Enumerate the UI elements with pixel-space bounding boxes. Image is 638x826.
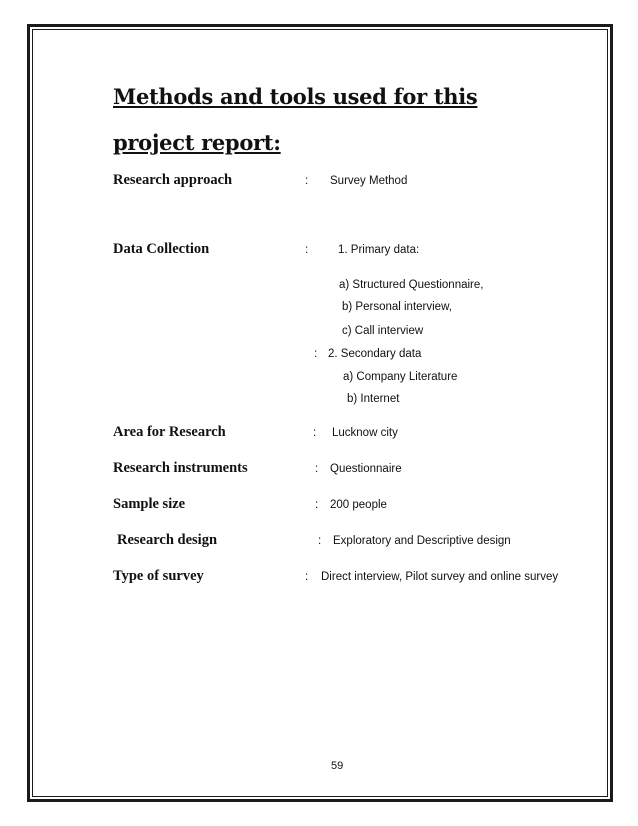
secondary-item-internet: b) Internet [347,393,400,405]
research-approach-label: Research approach [113,172,233,188]
primary-item-call-interview: c) Call interview [342,325,424,337]
design-value: Exploratory and Descriptive design [333,535,511,547]
primary-item-structured-questionnaire: a) Structured Questionnaire, [339,279,484,291]
research-approach-colon: : [305,175,309,187]
survey-type-colon: : [305,571,309,583]
page-title: Methods and tools used for this project report: [113,84,478,155]
design-label: Research design [117,532,218,548]
survey-type-value: Direct interview, Pilot survey and online survey [321,571,559,583]
design-colon: : [318,535,322,547]
secondary-item-company-literature: a) Company Literature [343,371,458,383]
survey-type-label: Type of survey [113,568,204,584]
page-number: 59 [331,760,344,772]
area-label: Area for Research [113,424,226,440]
sample-size-colon: : [315,499,319,511]
instruments-label: Research instruments [113,460,248,476]
instruments-value: Questionnaire [330,463,402,475]
primary-item-personal-interview: b) Personal interview, [342,301,452,313]
data-collection-colon: : [305,244,309,256]
sample-size-value: 200 people [330,499,387,511]
secondary-data-colon: : [314,348,318,360]
secondary-data-heading: 2. Secondary data [328,348,422,360]
instruments-colon: : [315,463,319,475]
research-approach-value: Survey Method [330,175,408,187]
data-collection-label: Data Collection [113,241,210,257]
sample-size-label: Sample size [113,496,186,512]
primary-data-heading: 1. Primary data: [338,244,420,256]
area-value: Lucknow city [332,427,398,439]
area-colon: : [313,427,317,439]
